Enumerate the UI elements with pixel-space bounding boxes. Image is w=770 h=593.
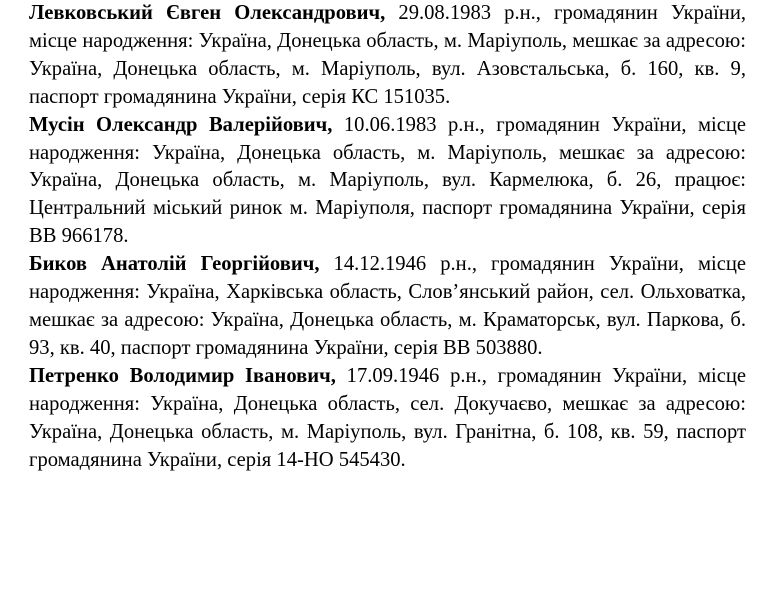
person-entry-musin bbox=[29, 112, 746, 252]
person-details: 29.08.1983 р.н., громадянин України, місце народження: Україна, Донецька область, м. Маріуполь, мешкає за адресою: Україна, Донецька область, м. Маріуполь, вул. Азовстальська, б. 160, кв. 9, паспорт громадянина України, серія КС 151035. bbox=[29, 2, 746, 108]
person-details: 10.06.1983 р.н., громадянин України, місце народження: Україна, Донецька область, м. Маріуполь, мешкає за адресою: Україна, Донецька область, м. Маріуполь, вул. Кармелюка, б. 26, працює: Центральний міський ринок м. Маріуполя, паспорт громадянина України, серія ВВ 966178. bbox=[29, 113, 746, 248]
person-details: 17.09.1946 р.н., громадянин України, місце народження: Україна, Донецька область, сел. Докучаєво, мешкає за адресою: Україна, Донецька область, м. Маріуполь, вул. Гранітна, б. 108, кв. 59, паспорт громадянина України, серія 14-НО 545430. bbox=[29, 364, 746, 471]
person-details: 14.12.1946 р.н., громадянин України, місце народження: Україна, Харківська область, Слов’янський район, сел. Ольховатка, мешкає за адресою: Україна, Донецька область, м. Краматорськ, вул. Паркова, б. 93, кв. 40, паспорт громадянина України, серія ВВ 503880. bbox=[29, 253, 746, 359]
person-entry-petrenko bbox=[29, 363, 746, 475]
person-name: Петренко Володимир Іванович, bbox=[29, 364, 336, 387]
person-entry-bykov bbox=[29, 251, 746, 363]
person-name: Биков Анатолій Георгійович, bbox=[29, 253, 320, 276]
document-body bbox=[29, 0, 746, 474]
person-entry-levkovskyi bbox=[29, 0, 746, 112]
person-name: Мусін Олександр Валерійович, bbox=[29, 113, 333, 136]
person-name: Левковський Євген Олександрович, bbox=[29, 2, 386, 24]
